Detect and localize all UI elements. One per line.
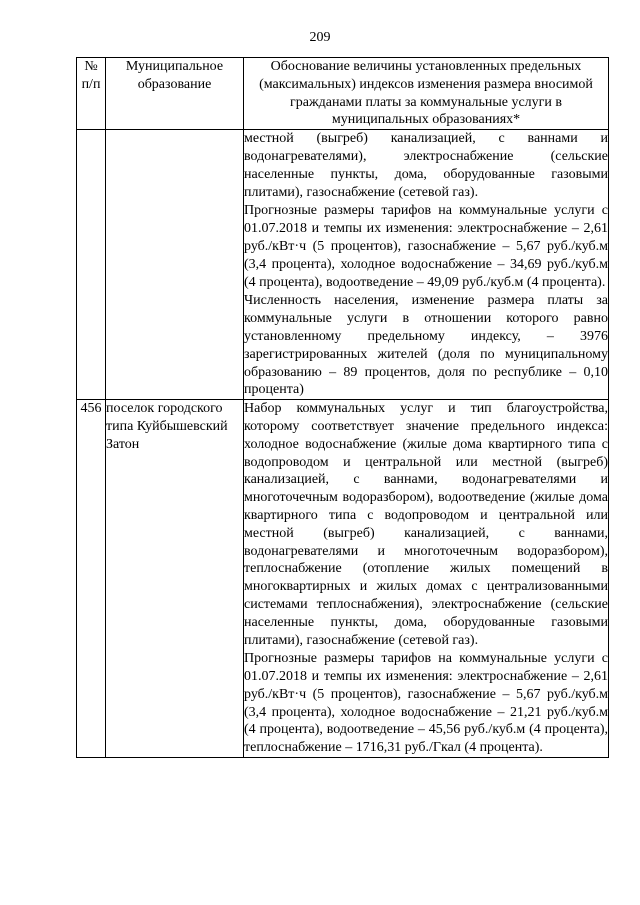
row-justification	[244, 400, 609, 758]
row-number: 456	[77, 400, 106, 758]
page-number: 209	[309, 30, 331, 45]
header-number: № п/п	[77, 58, 106, 130]
justification-paragraph: Набор коммунальных услуг и тип благоустройства, которому соответствует значение предельного индекса: холодное водоснабжение (жилые дома квартирного типа с водопроводом и центральной или местной (выгреб) канализацией, с ваннами, водонагревателями и многоточечным водоразбором), водоотведение (жилые дома квартирного типа с водопроводом и центральной или местной (выгреб) канализацией, с ваннами, водонагревателями и многоточечным водоразбором), теплоснабжение (отопление жилых помещений в многоквартирных и жилых домах с централизованными системами теплоснабжения), электроснабжение (сельские населенные пункты, дома, оборудованные газовыми плитами), газоснабжение (сетевой газ).	[244, 401, 608, 648]
row-justification	[244, 130, 609, 400]
justification-paragraph: Численность населения, изменение размера платы за коммунальные услуги в отношении которого равно установленному предельному индексу, – 3976 зарегистрированных жителей (доля по муниципальному образованию – 89 процентов, доля по республике – 0,10 процента)	[244, 293, 608, 398]
row-number	[77, 130, 106, 400]
justification-paragraph: Прогнозные размеры тарифов на коммунальные услуги с 01.07.2018 и темпы их изменения: электроснабжение – 2,61 руб./кВт·ч (5 процентов), газоснабжение – 5,67 руб./куб.м (3,4 процента), холодное водоснабжение – 21,21 руб./куб.м (4 процента), водоотведение – 45,56 руб./куб.м (4 процента), теплоснабжение – 1716,31 руб./Гкал (4 процента).	[244, 651, 608, 756]
table-row	[77, 400, 609, 758]
justification-paragraph: Прогнозные размеры тарифов на коммунальные услуги с 01.07.2018 и темпы их изменения: электроснабжение – 2,61 руб./кВт·ч (5 процентов), газоснабжение – 5,67 руб./куб.м (3,4 процента), холодное водоснабжение – 34,69 руб./куб.м (4 процента), водоотведение – 49,09 руб./куб.м (4 процента).	[244, 203, 608, 290]
table-header-row	[77, 58, 609, 130]
table-row	[77, 130, 609, 400]
row-municipality	[106, 130, 244, 400]
tariff-justification-table	[76, 57, 609, 758]
header-justification: Обоснование величины установленных предельных (максимальных) индексов изменения размера вносимой гражданами платы за коммунальные услуги в муниципальных образованиях*	[244, 58, 609, 130]
row-municipality: поселок городского типа Куйбышевский Затон	[106, 400, 244, 758]
justification-paragraph: местной (выгреб) канализацией, с ваннами и водонагревателями), электроснабжение (сельские населенные пункты, дома, оборудованные газовыми плитами), газоснабжение (сетевой газ).	[244, 131, 608, 200]
header-municipality: Муниципальное образование	[106, 58, 244, 130]
